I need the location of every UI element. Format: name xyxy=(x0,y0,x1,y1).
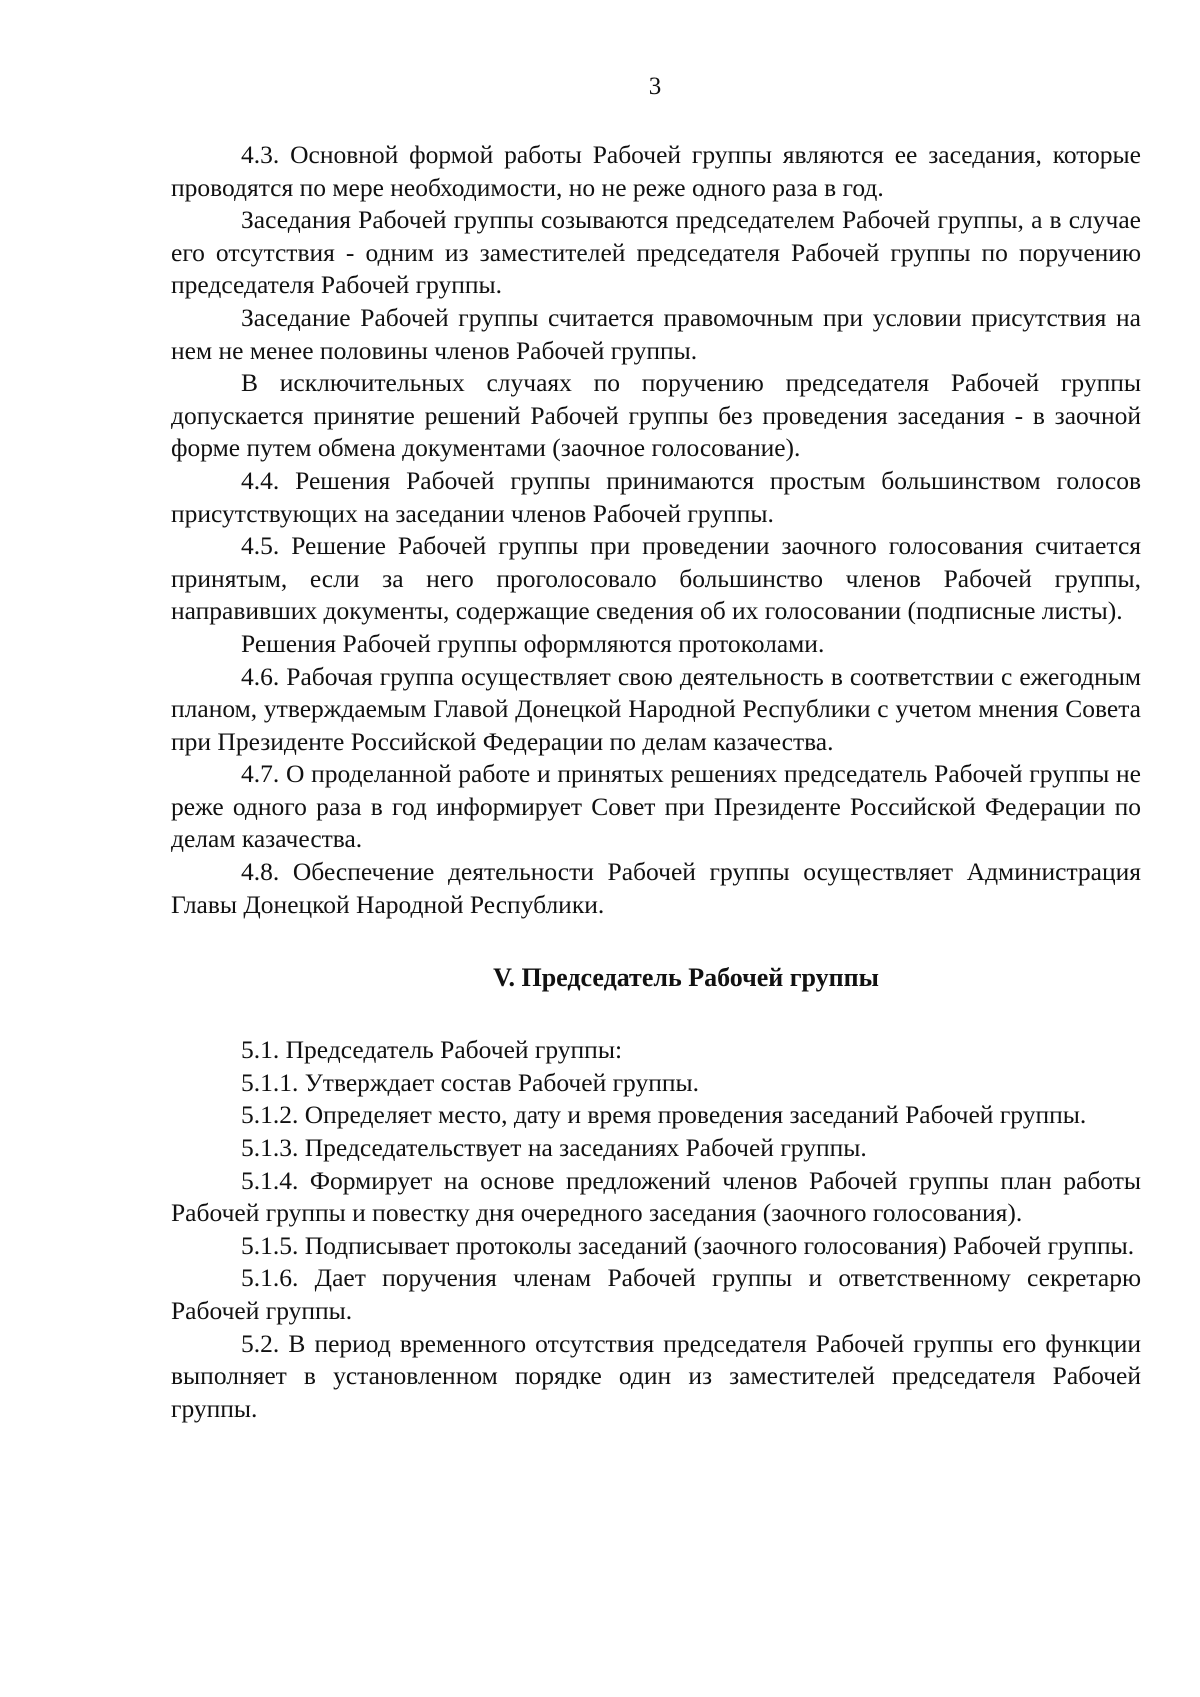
paragraph-4-7: 4.7. О проделанной работе и принятых решениях председатель Рабочей группы не реже одного раза в год информирует Совет при Президенте Российской Федерации по делам казачества. xyxy=(171,759,1141,854)
paragraph-absentee-voting: В исключительных случаях по поручению председателя Рабочей группы допускается принятие решений Рабочей группы без проведения заседания - в заочной форме путем обмена документами (заочное голосование). xyxy=(171,368,1141,463)
paragraph-5-1: 5.1. Председатель Рабочей группы: xyxy=(241,1035,623,1065)
paragraph-4-3: 4.3. Основной формой работы Рабочей группы являются ее заседания, которые проводятся по мере необходимости, но не реже одного раза в год. xyxy=(171,140,1141,202)
paragraph-5-1-2: 5.1.2. Определяет место, дату и время проведения заседаний Рабочей группы. xyxy=(241,1100,1087,1130)
section-5-heading: V. Председатель Рабочей группы xyxy=(493,963,879,993)
paragraph-4-6: 4.6. Рабочая группа осуществляет свою деятельность в соответствии с ежегодным планом, утверждаемым Главой Донецкой Народной Республики с учетом мнения Совета при Президенте Российской Федерации по делам казачества. xyxy=(171,661,1141,756)
paragraph-4-8: 4.8. Обеспечение деятельности Рабочей группы осуществляет Администрация Главы Донецкой Народной Республики. xyxy=(171,857,1141,919)
document-body xyxy=(171,139,1141,1425)
paragraph-meetings-convened: Заседания Рабочей группы созываются председателем Рабочей группы, а в случае его отсутствия - одним из заместителей председателя Рабочей группы по поручению председателя Рабочей группы. xyxy=(171,205,1141,300)
paragraph-quorum: Заседание Рабочей группы считается правомочным при условии присутствия на нем не менее половины членов Рабочей группы. xyxy=(171,302,1141,365)
page-number: 3 xyxy=(648,73,662,100)
paragraph-protocols: Решения Рабочей группы оформляются протоколами. xyxy=(241,628,825,658)
paragraph-5-1-6: 5.1.6. Дает поручения членам Рабочей группы и ответственному секретарю Рабочей группы. xyxy=(171,1263,1141,1325)
paragraph-5-2: 5.2. В период временного отсутствия председателя Рабочей группы его функции выполняет в установленном порядке один из заместителей председателя Рабочей группы. xyxy=(171,1328,1141,1423)
paragraph-5-1-1: 5.1.1. Утверждает состав Рабочей группы. xyxy=(241,1067,700,1097)
paragraph-5-1-4: 5.1.4. Формирует на основе предложений членов Рабочей группы план работы Рабочей группы и повестку дня очередного заседания (заочного голосования). xyxy=(171,1165,1141,1228)
paragraph-5-1-5: 5.1.5. Подписывает протоколы заседаний (заочного голосования) Рабочей группы. xyxy=(241,1230,1135,1260)
paragraph-4-4: 4.4. Решения Рабочей группы принимаются простым большинством голосов присутствующих на заседании членов Рабочей группы. xyxy=(171,465,1141,528)
paragraph-5-1-3: 5.1.3. Председательствует на заседаниях Рабочей группы. xyxy=(241,1133,867,1163)
paragraph-4-5: 4.5. Решение Рабочей группы при проведении заочного голосования считается принятым, если за него проголосовало большинство членов Рабочей группы, направивших документы, содержащие сведения об их голосовании (подписные листы). xyxy=(171,531,1141,626)
